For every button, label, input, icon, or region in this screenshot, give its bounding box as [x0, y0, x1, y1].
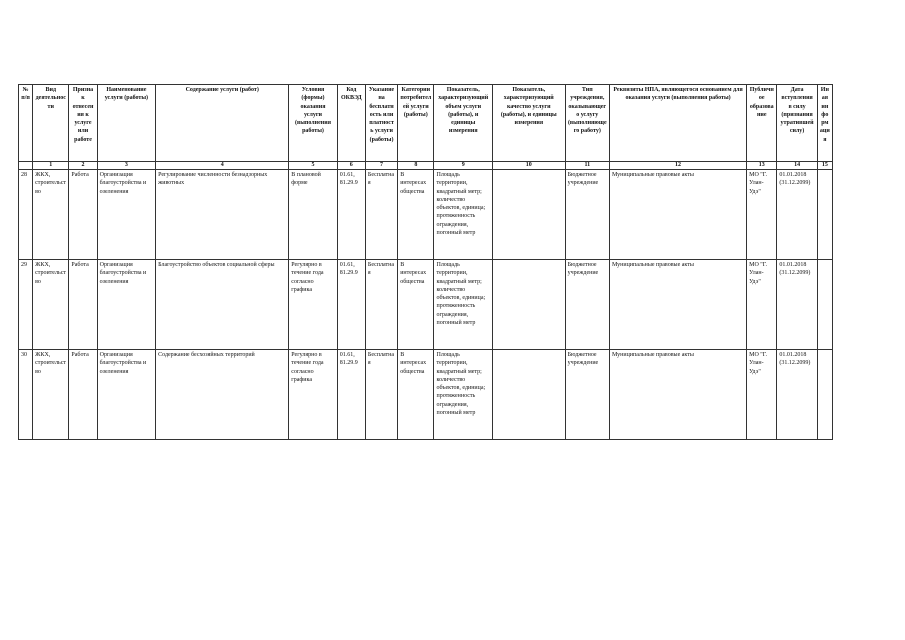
activity-cell: ЖКХ, строительство — [33, 350, 69, 440]
row-number-cell: 28 — [19, 170, 33, 260]
activity-cell: ЖКХ, строительство — [33, 260, 69, 350]
header-row — [19, 85, 833, 162]
service-content-cell: Благоустройство объектов социальной сферы — [156, 260, 289, 350]
quality-indicator-cell — [492, 350, 565, 440]
header-cell: Категории потребителей услуги (работы) — [398, 85, 434, 162]
header-cell: Иная информация — [817, 85, 832, 162]
public-entity-cell: МО "Г. Улан-Удэ" — [747, 260, 777, 350]
npa-cell: Муниципальные правовые акты — [609, 170, 746, 260]
volume-indicator-cell: Площадь территории, квадратный метр; количество объектов, единица; протяженность ограждения, погонный метр — [434, 170, 493, 260]
payment-cell: Бесплатная — [365, 170, 397, 260]
effective-date-cell: 01.01.2018 (31.12.2099) — [777, 350, 817, 440]
header-cell: Публичное образование — [747, 85, 777, 162]
header-cell: Условия (формы) оказания услуги (выполнения работы) — [289, 85, 337, 162]
column-number-cell: 11 — [565, 162, 609, 170]
service-name-cell: Организация благоустройства и озеленения — [97, 170, 156, 260]
column-number-cell: 8 — [398, 162, 434, 170]
public-entity-cell: МО "Г. Улан-Удэ" — [747, 350, 777, 440]
payment-cell: Бесплатная — [365, 350, 397, 440]
column-number-cell: 1 — [33, 162, 69, 170]
row-number-cell: 29 — [19, 260, 33, 350]
header-cell: № п/п — [19, 85, 33, 162]
column-number-cell — [19, 162, 33, 170]
column-number-cell: 3 — [97, 162, 156, 170]
service-content-cell: Регулирование численности безнадзорных животных — [156, 170, 289, 260]
effective-date-cell: 01.01.2018 (31.12.2099) — [777, 260, 817, 350]
header-cell: Тип учреждения, оказывающего услугу (выполняющего работу) — [565, 85, 609, 162]
header-cell: Указание на бесплатность или платность услуги (работы) — [365, 85, 397, 162]
service-name-cell: Организация благоустройства и озеленения — [97, 350, 156, 440]
okved-cell: 01.61, 81.29.9 — [337, 350, 365, 440]
conditions-cell: Регулярно в течение года согласно графика — [289, 260, 337, 350]
institution-type-cell: Бюджетное учреждение — [565, 260, 609, 350]
public-entity-cell: МО "Г. Улан-Удэ" — [747, 170, 777, 260]
header-cell: Признак отнесения к услуге или работе — [69, 85, 97, 162]
consumers-cell: В интересах общества — [398, 350, 434, 440]
npa-cell: Муниципальные правовые акты — [609, 350, 746, 440]
column-number-cell: 4 — [156, 162, 289, 170]
conditions-cell: Регулярно в течение года согласно графика — [289, 350, 337, 440]
volume-indicator-cell: Площадь территории, квадратный метр; количество объектов, единица; протяженность ограждения, погонный метр — [434, 260, 493, 350]
header-cell: Дата вступления в силу (признания утратившей силу) — [777, 85, 817, 162]
column-number-cell: 14 — [777, 162, 817, 170]
quality-indicator-cell — [492, 260, 565, 350]
table-row — [19, 350, 833, 440]
other-info-cell — [817, 260, 832, 350]
institution-type-cell: Бюджетное учреждение — [565, 170, 609, 260]
column-number-cell: 13 — [747, 162, 777, 170]
payment-cell: Бесплатная — [365, 260, 397, 350]
column-number-row — [19, 162, 833, 170]
column-number-cell: 10 — [492, 162, 565, 170]
volume-indicator-cell: Площадь территории, квадратный метр; количество объектов, единица; протяженность ограждения, погонный метр — [434, 350, 493, 440]
services-register-table — [18, 84, 833, 440]
service-name-cell: Организация благоустройства и озеленения — [97, 260, 156, 350]
column-number-cell: 5 — [289, 162, 337, 170]
activity-cell: ЖКХ, строительство — [33, 170, 69, 260]
conditions-cell: В плановой форме — [289, 170, 337, 260]
header-cell: Наименование услуги (работы) — [97, 85, 156, 162]
effective-date-cell: 01.01.2018 (31.12.2099) — [777, 170, 817, 260]
column-number-cell: 15 — [817, 162, 832, 170]
column-number-cell: 12 — [609, 162, 746, 170]
attribute-cell: Работа — [69, 260, 97, 350]
header-cell: Вид деятельности — [33, 85, 69, 162]
header-cell: Реквизиты НПА, являющегося основанием для оказания услуги (выполнения работы) — [609, 85, 746, 162]
header-cell: Содержание услуги (работ) — [156, 85, 289, 162]
column-number-cell: 9 — [434, 162, 493, 170]
header-cell: Показатель, характеризующий объем услуги (работы), и единицы измерения — [434, 85, 493, 162]
header-cell: Код ОКВЭД — [337, 85, 365, 162]
other-info-cell — [817, 350, 832, 440]
header-cell: Показатель, характеризующий качество услуги (работы), и единицы измерения — [492, 85, 565, 162]
table-row — [19, 170, 833, 260]
column-number-cell: 7 — [365, 162, 397, 170]
column-number-cell: 2 — [69, 162, 97, 170]
other-info-cell — [817, 170, 832, 260]
okved-cell: 01.61, 81.29.9 — [337, 260, 365, 350]
institution-type-cell: Бюджетное учреждение — [565, 350, 609, 440]
consumers-cell: В интересах общества — [398, 170, 434, 260]
column-number-cell: 6 — [337, 162, 365, 170]
okved-cell: 01.61, 81.29.9 — [337, 170, 365, 260]
table-row — [19, 260, 833, 350]
npa-cell: Муниципальные правовые акты — [609, 260, 746, 350]
attribute-cell: Работа — [69, 170, 97, 260]
quality-indicator-cell — [492, 170, 565, 260]
service-content-cell: Содержание бесхозяйных территорий — [156, 350, 289, 440]
row-number-cell: 30 — [19, 350, 33, 440]
attribute-cell: Работа — [69, 350, 97, 440]
consumers-cell: В интересах общества — [398, 260, 434, 350]
